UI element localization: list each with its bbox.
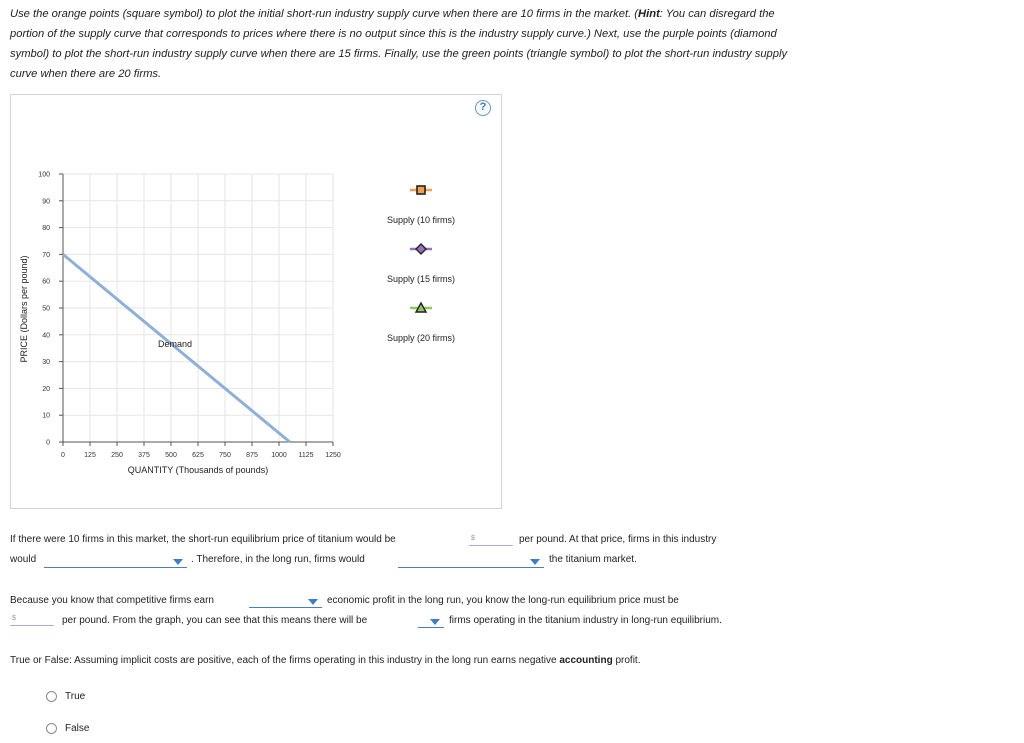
q3-text2: profit. (615, 655, 641, 666)
hint-label: Hint (638, 8, 660, 20)
q3-bold: accounting (559, 655, 613, 666)
y-tick-label: 90 (42, 198, 50, 206)
q1-entry-exit-dropdown[interactable] (398, 556, 544, 568)
demand-label: Demand (158, 338, 193, 349)
q2-text3: per pound. From the graph, you can see that this means there will be (62, 615, 368, 626)
radio-true[interactable] (46, 691, 57, 702)
graph-panel (10, 94, 502, 509)
q2-firms-dropdown[interactable] (418, 616, 444, 628)
y-tick-label: 80 (42, 225, 50, 233)
y-axis-label: PRICE (Dollars per pound) (19, 255, 29, 363)
q1-price-input[interactable]: $ (469, 533, 513, 546)
q1-profit-dropdown[interactable] (44, 556, 187, 568)
q2-economic-profit-dropdown[interactable] (249, 596, 322, 608)
q3-text1: True or False: Assuming implicit costs are positive, each of the firms operating in this industry in the long run earns negative (10, 655, 557, 666)
x-tick-label: 625 (192, 452, 204, 459)
y-tick-label: 10 (42, 412, 50, 420)
x-axis-label: QUANTITY (Thousands of pounds) (127, 465, 269, 475)
y-tick-label: 60 (42, 278, 50, 286)
q3-question (10, 655, 640, 666)
y-tick-label: 20 (42, 385, 50, 393)
instructions-part2: : You can disregard the portion of the supply curve that corresponds to prices where there is no output since this is the industry supply curve.) Next, use the purple points (diamond symbol) to plot the short-run industry supply curve when there are 15 firms. Finally, use the green points (triangle symbol) to plot the short-run industry supply curve when there are 20 firms. (10, 8, 788, 80)
help-icon[interactable]: ? (475, 100, 491, 116)
legend-label: Supply (20 firms) (386, 333, 456, 343)
q2-text2: economic profit in the long run, you know the long-run equilibrium price must be (327, 595, 679, 606)
x-tick-label: 875 (246, 452, 258, 459)
x-tick-label: 750 (219, 452, 231, 459)
y-tick-label: 0 (46, 439, 50, 447)
chevron-down-icon (308, 599, 318, 605)
legend-label: Supply (15 firms) (386, 274, 456, 284)
radio-true-label: True (65, 691, 86, 702)
radio-false-label: False (65, 723, 90, 734)
instructions (10, 4, 800, 84)
chevron-down-icon (430, 619, 440, 625)
q1-text3: would (10, 554, 37, 565)
x-tick-label: 0 (61, 452, 65, 459)
x-tick-label: 375 (138, 452, 150, 459)
y-tick-label: 40 (42, 332, 50, 340)
q1-text2: per pound. At that price, firms in this industry (519, 534, 717, 545)
y-tick-label: 70 (42, 251, 50, 259)
q2-price-input[interactable]: $ (10, 613, 54, 626)
x-tick-label: 125 (84, 452, 96, 459)
instructions-part1: Use the orange points (square symbol) to plot the initial short-run industry supply curve when there are 10 firms in the market. ( (10, 8, 639, 20)
q1-text1: If there were 10 firms in this market, the short-run equilibrium price of titanium would be (10, 534, 396, 545)
q1-text5: the titanium market. (549, 554, 637, 565)
q1-text4: . Therefore, in the long run, firms would (191, 554, 365, 565)
q2-text4: firms operating in the titanium industry in long-run equilibrium. (449, 615, 722, 626)
legend-label: Supply (10 firms) (386, 215, 456, 225)
x-tick-label: 1000 (271, 452, 287, 459)
x-tick-label: 1125 (298, 452, 314, 459)
q2-text1: Because you know that competitive firms earn (10, 595, 214, 606)
radio-false[interactable] (46, 723, 57, 734)
chevron-down-icon (173, 559, 183, 565)
y-tick-label: 30 (42, 359, 50, 367)
y-tick-label: 50 (42, 305, 50, 313)
y-tick-label: 100 (38, 171, 50, 179)
x-tick-label: 1250 (325, 452, 341, 459)
chevron-down-icon (530, 559, 540, 565)
x-tick-label: 500 (165, 452, 177, 459)
x-tick-label: 250 (111, 452, 123, 459)
